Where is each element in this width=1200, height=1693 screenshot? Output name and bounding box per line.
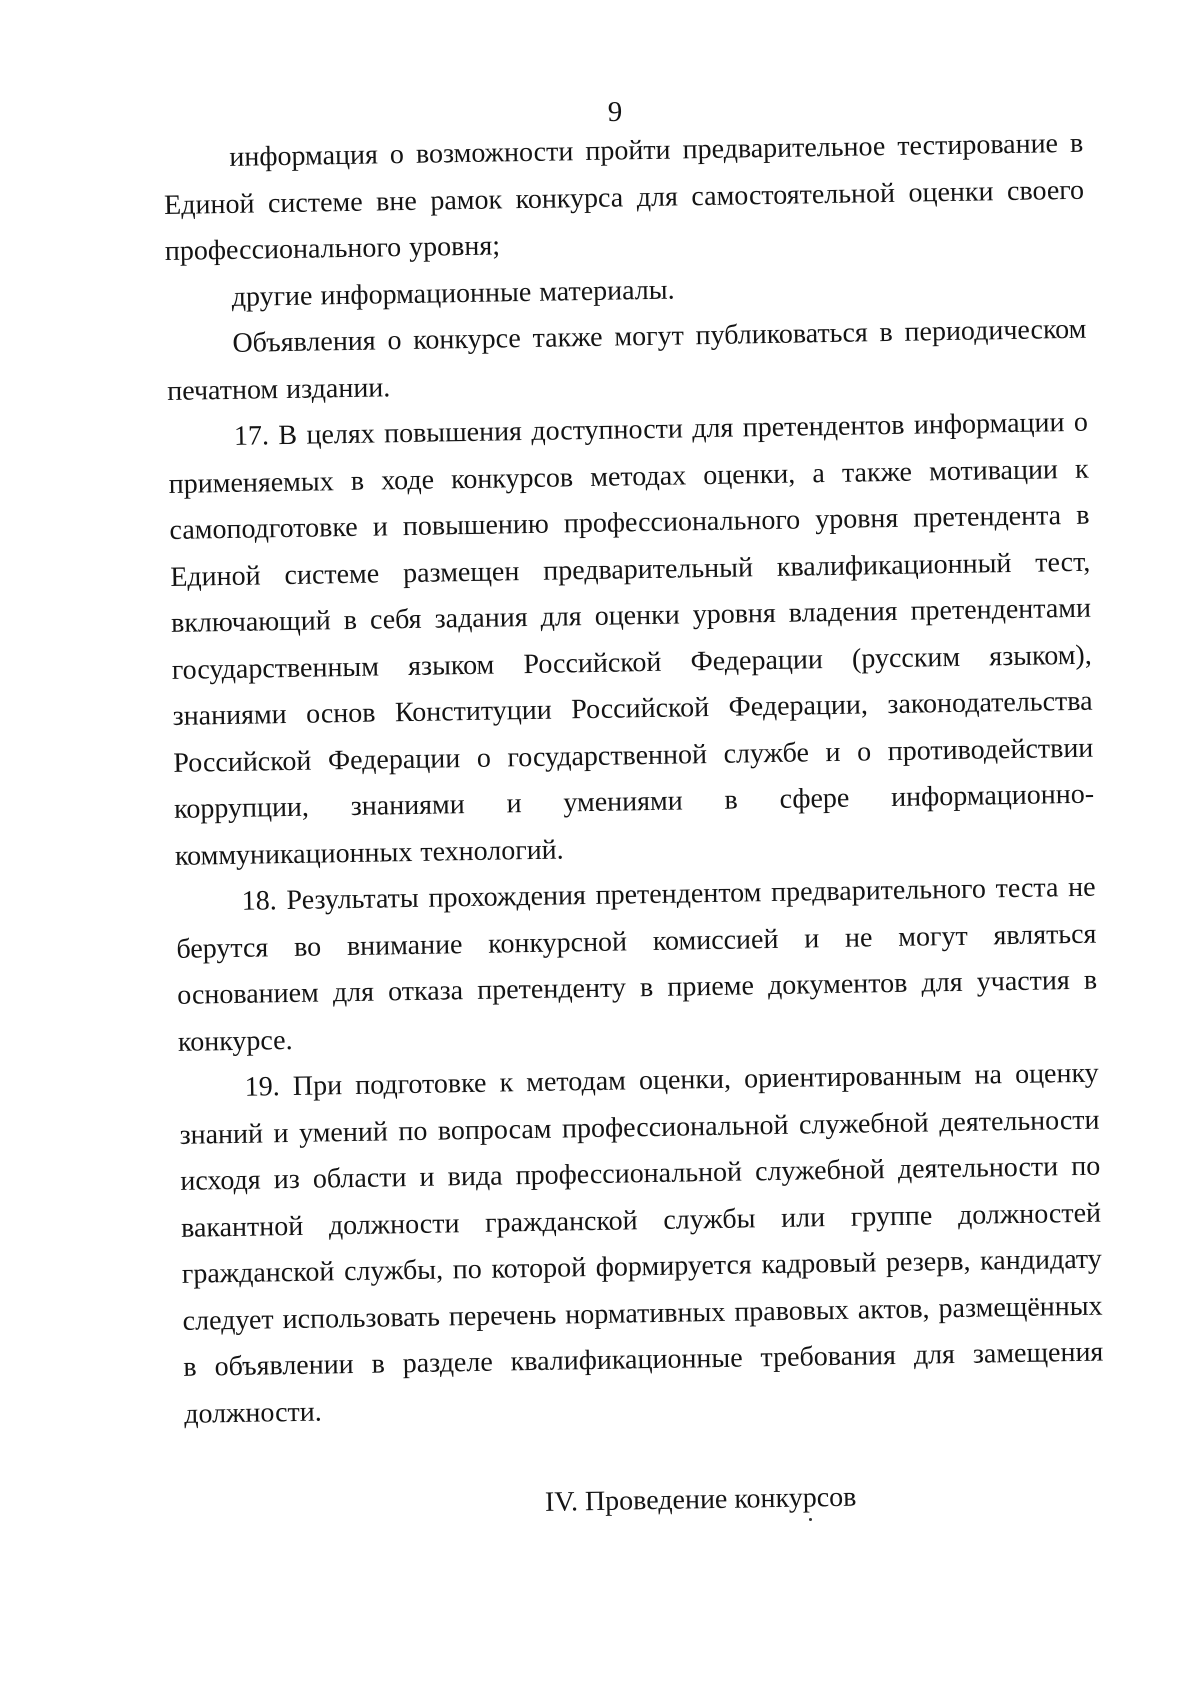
paragraph-item-18: 18. Результаты прохождения претендентом предварительного теста не берутся во внимание конкурсной комиссией и не могут являться основанием для отказа претенденту в приеме документов для участия в конкурсе. [176, 871, 1098, 1058]
paragraph-announcements: Объявления о конкурсе также могут публиковаться в периодическом печатном издании. [166, 313, 1087, 407]
paragraph-item-19: 19. При подготовке к методам оценки, ориентированным на оценку знаний и умений по вопросам профессиональной служебной деятельности исходя из области и вида профессиональной служебной деятельности по вакантной должности гражданской службы или группе должностей гражданской службы, по которой формируется кадровый резерв, кандидату следует использовать перечень нормативных правовых актов, размещённых в объявлении в разделе квалификационные требования для замещения должности. [179, 1057, 1104, 1430]
paragraph-other-materials: другие информационные материалы. [231, 274, 675, 313]
page-number: 9 [607, 96, 623, 128]
paragraph-info-testing: информация о возможности пройти предварительное тестирование в Единой системе вне рамок конкурса для самостоятельной оценки своего профессионального уровня; [163, 127, 1085, 267]
paragraph-item-17: 17. В целях повышения доступности для претендентов информации о применяемых в ходе конкурсов методах оценки, а также мотивации к самоподготовке и повышению профессионального уровня претендента в Единой системе размещен предварительный квалификационный тест, включающий в себя задания для оценки уровня владения претендентами государственным языком Российской Федерации (русским языком), знаниями основ Конституции Российской Федерации, законодательства Российской Федерации о государственной службе и о противодействии коррупции, знаниями и умениями в сфере информационно-коммуникационных технологий. [168, 406, 1095, 872]
scan-speck [809, 1518, 812, 1521]
section-heading: IV. Проведение конкурсов [544, 1481, 857, 1518]
document-body [163, 121, 1106, 1532]
